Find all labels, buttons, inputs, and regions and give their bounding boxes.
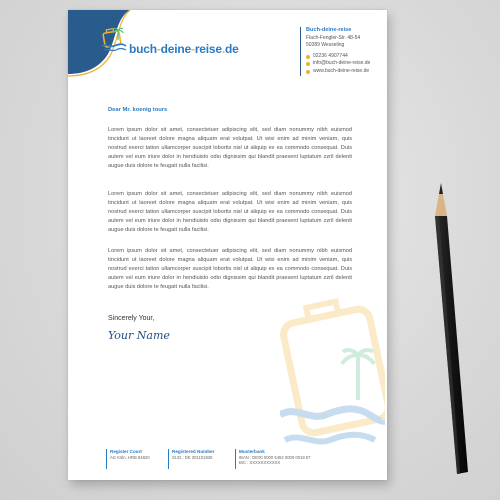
phone-icon [306, 55, 310, 59]
contact-block [300, 27, 387, 76]
email-icon [306, 62, 310, 66]
body-paragraph-2: Lorem ipsum dolor sit amet, consectetuer adipiscing elit, sed diam nonummy nibh euismod tincidunt ut laoreet dolore magna aliquam erat volutpat. Ut wisi enim ad minim veniam, quis nostrud exerci tation ullamcorper suscipit lobortis nisl ut aliquip ex ea commodo consequat. Duis autem vel eum iriure dolor in hendiuisto odio dignissim qui blandit praesent luptatum zzril delenit augue duis dolore te feugait nulla facilisi. [108, 191, 352, 233]
company-name: Buch-deine-reise [306, 27, 352, 33]
body-paragraph-1: Lorem ipsum dolor sit amet, consectetuer adipiscing elit, sed diam nonummy nibh euismod tincidunt ut laoreet dolore magna aliquam erat volutpat. Ut wisi enim ad minim veniam, quis nostrud exerci tation ullamcorper suscipit lobortis nisl ut aliquip ex ea commodo consequat. Duis autem vel eum iriure dolor in hendiuisto odio dignissim qui blandit praesent luptatum zzril delenit augue duis dolore te feugait nulla facilisi. [108, 127, 352, 169]
web-icon [306, 70, 310, 74]
footer-register-number: Registered Number St.ID.: DE 301101936 [168, 449, 214, 469]
street-address: Flach-Fengler-Str. 48-54 [306, 34, 361, 41]
closing-line: Sincerely Your, [108, 315, 155, 322]
email-row: info@buch-deine-reise.de [306, 60, 387, 68]
web-row: www.buch-deine-reise.de [306, 68, 387, 76]
footer [106, 449, 376, 471]
brand-logo-text: buch-deine-reise.de [129, 42, 239, 56]
body-paragraph-3: Lorem ipsum dolor sit amet, consectetuer adipiscing elit, sed diam nonummy nibh euismod tincidunt ut laoreet dolore magna aliquam erat volutpat. Ut wisi enim ad minim veniam, quis nostrud exerci tation ullamcorper suscipit lobortis nisl ut aliquip ex ea commodo consequat. Duis autem vel eum iriure dolor in hendiuisto odio dignissim qui blandit praesent luptatum zzril delenit augue duis dolore te feugait nulla facilisi. [108, 248, 352, 290]
pencil-icon [430, 182, 470, 476]
signature: Your Name [108, 329, 170, 342]
greeting: Dear Mr. koenig tours [108, 107, 168, 113]
suitcase-logo-icon [98, 24, 130, 54]
letter-paper [68, 10, 387, 480]
footer-register-court: Register Court AG Köln, HRB 84820 [106, 449, 150, 469]
footer-bank: Musterbank IBAN : DE00 0000 5452 0000 0019 57 BIC : XXXXXXXXXXX [235, 449, 310, 469]
city-address: 50389 Wesseling [306, 42, 345, 49]
phone-row: 02236 4907744 [306, 53, 387, 61]
